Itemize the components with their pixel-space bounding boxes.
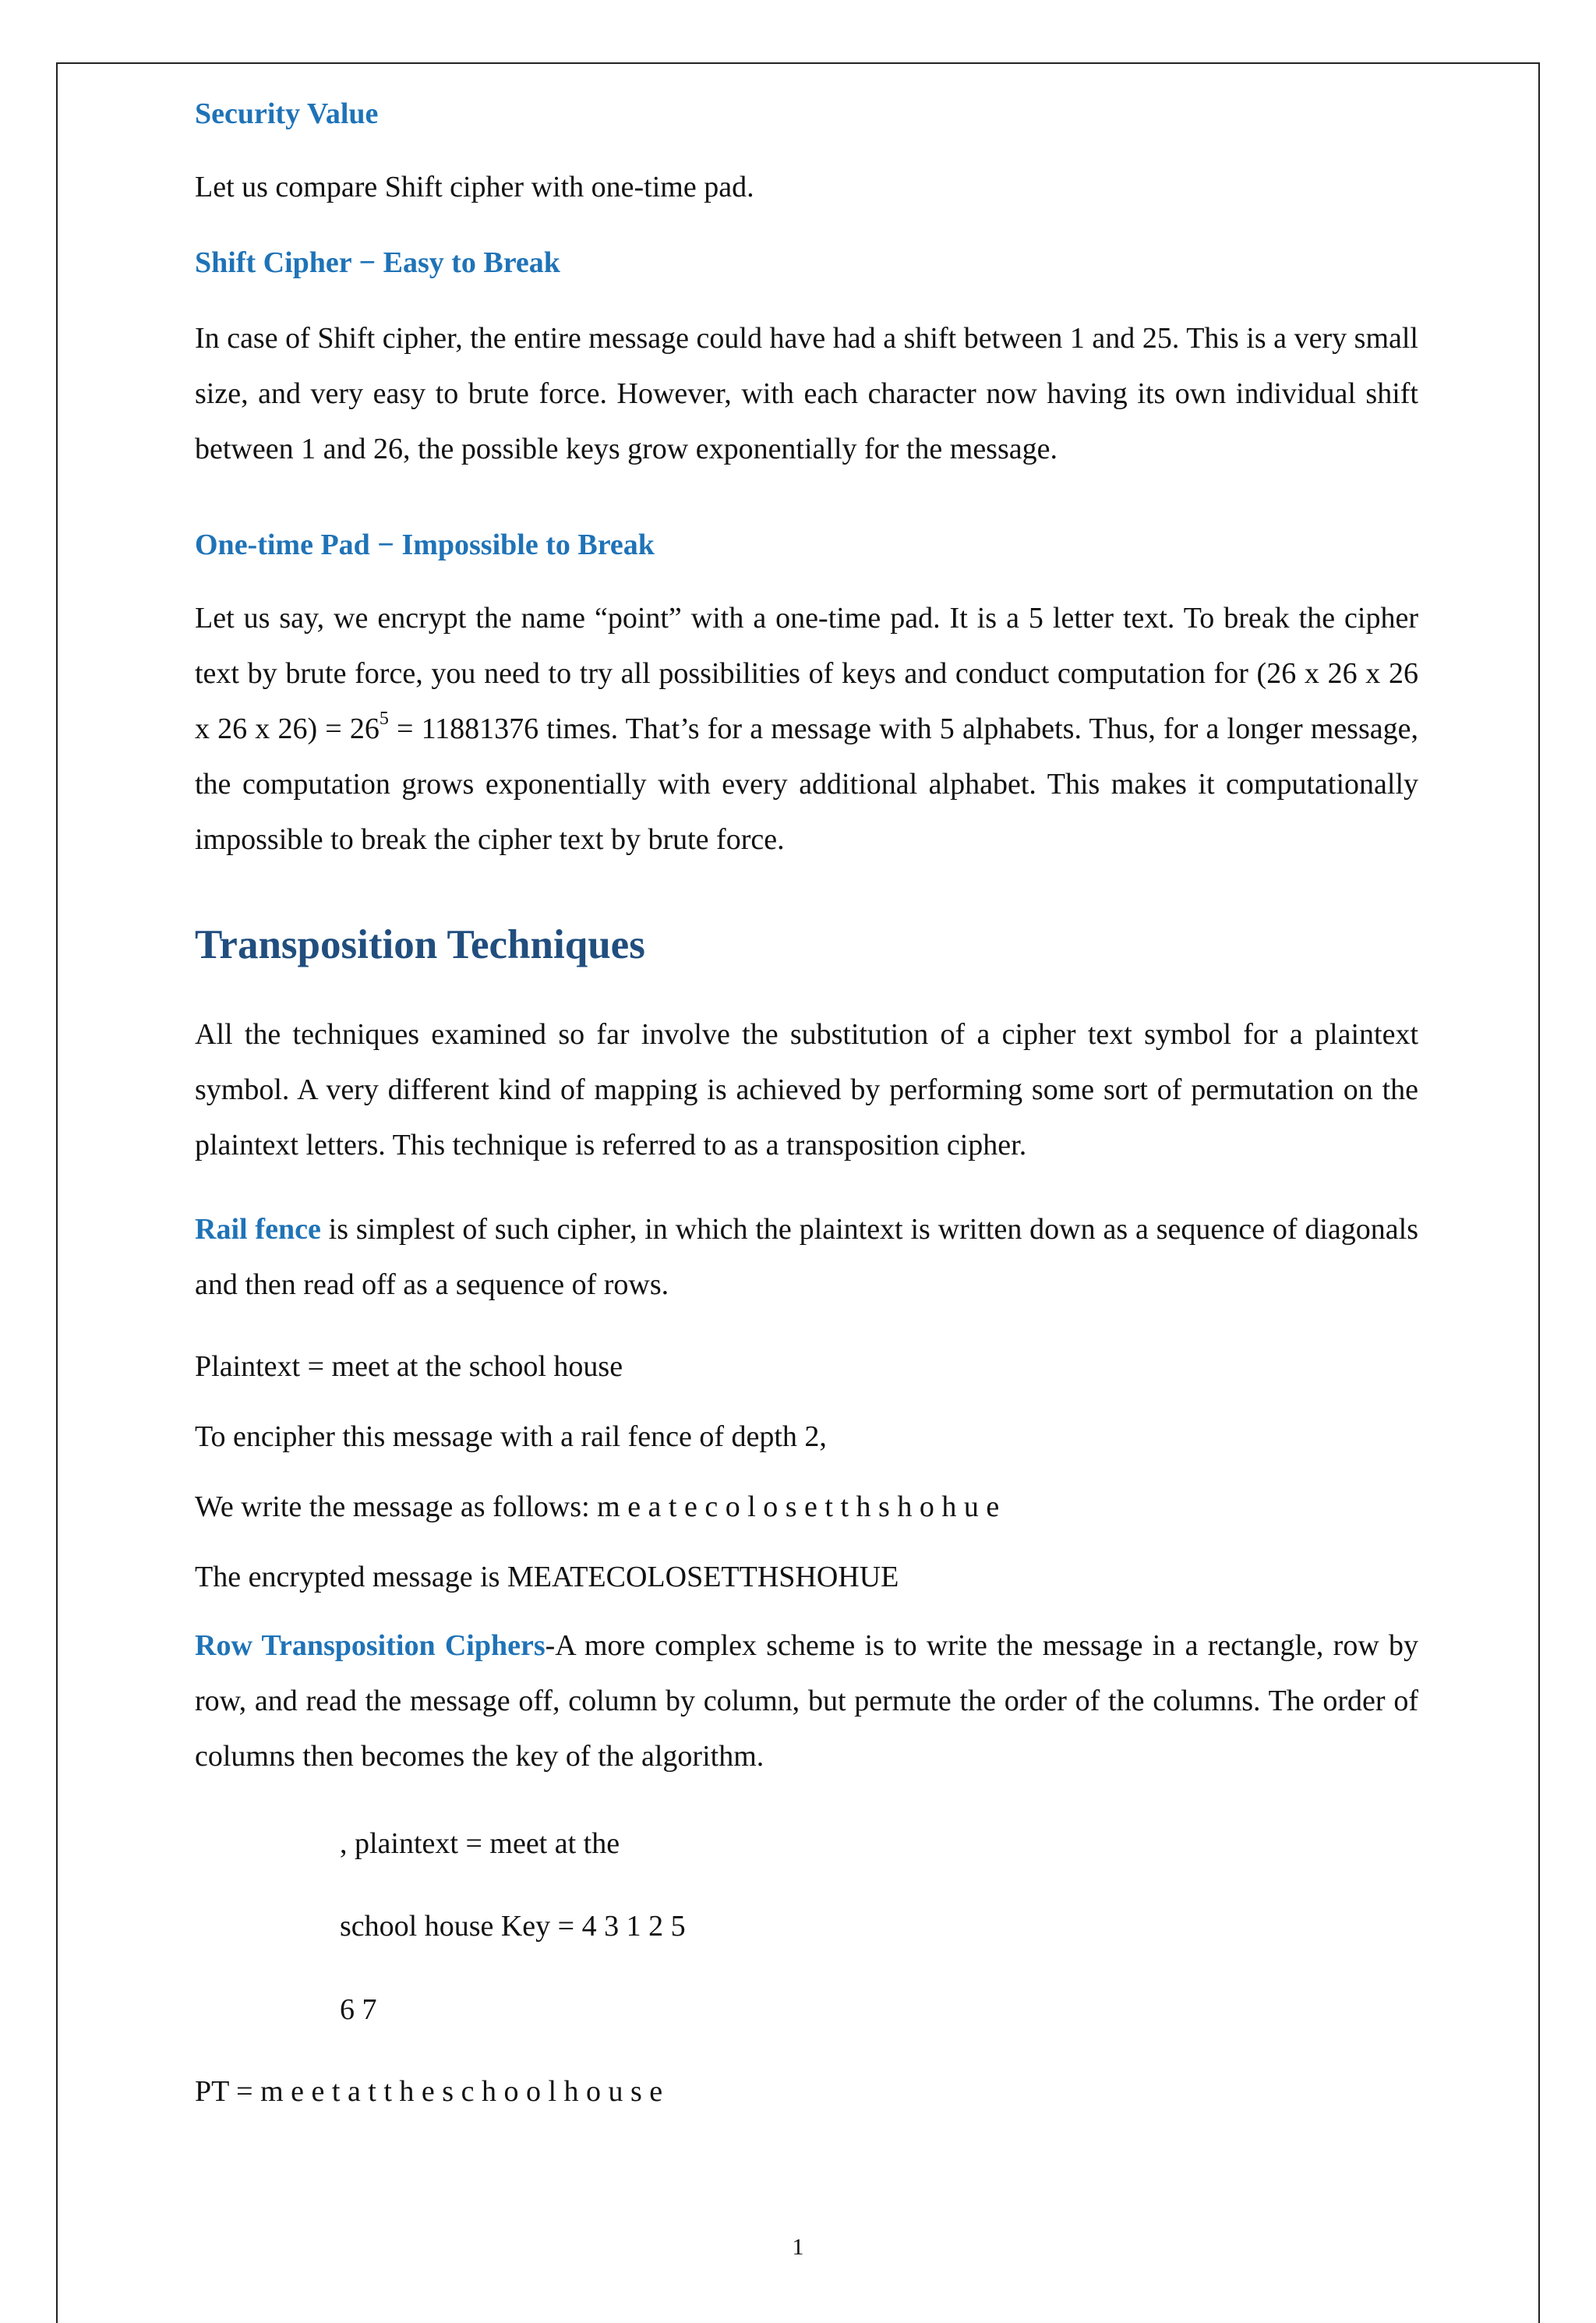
example-line-1: , plaintext = meet at the — [340, 1827, 620, 1860]
row-transposition-description: -A more complex scheme is to write the message in a rectangle, row by row, and read the message off, column by column, but permute the order of the columns. The order of columns then becomes the key of the algorithm. — [195, 1629, 1419, 1773]
exponent: 5 — [379, 709, 389, 729]
shift-cipher-heading: Shift Cipher − Easy to Break — [195, 246, 560, 279]
one-time-pad-heading: One-time Pad − Impossible to Break — [195, 529, 655, 561]
one-time-pad-body-after: = 11881376 times. That’s for a message with 5 alphabets. Thus, for a longer message, the computation grows exponentially with every additional alphabet. This makes it computationally impossible to break the cipher text by brute force. — [195, 712, 1418, 856]
row-transposition-term: Row Transposition Ciphers — [195, 1629, 546, 1662]
encipher-line: To encipher this message with a rail fence of depth 2, — [195, 1420, 827, 1453]
encrypted-line: The encrypted message is MEATECOLOSETTHSHOHUE — [195, 1561, 899, 1593]
pt-line: PT = m e e t a t t h e s c h o o l h o u s e — [195, 2075, 663, 2108]
example-line-3: 6 7 — [340, 1993, 377, 2026]
one-time-pad-body — [195, 591, 1418, 868]
plaintext-line: Plaintext = meet at the school house — [195, 1350, 623, 1383]
transposition-intro: All the techniques examined so far involve the substitution of a cipher text symbol for a plaintext symbol. A very different kind of mapping is achieved by performing some sort of permutation on the plaintext letters. This technique is referred to as a transposition cipher. — [195, 1018, 1418, 1162]
rail-fence-description: is simplest of such cipher, in which the plaintext is written down as a sequence of diagonals and then read off as a sequence of rows. — [195, 1213, 1418, 1301]
write-line: We write the message as follows: m e a t e c o l o s e t t h s h o h u e — [195, 1490, 1000, 1523]
rail-fence-paragraph — [195, 1202, 1418, 1313]
row-transposition-paragraph — [195, 1618, 1418, 1784]
one-time-pad-body-before: Let us say, we encrypt the name “point” with a one-time pad. It is a 5 letter text. To break the cipher text by brute force, you need to try all possibilities of keys and conduct computation for (26 x 26 x 26 x 26 x 26) = 26 — [195, 602, 1418, 745]
security-value-heading: Security Value — [195, 97, 379, 130]
rail-fence-term: Rail fence — [195, 1213, 321, 1246]
security-value-intro: Let us compare Shift cipher with one-time pad. — [195, 171, 754, 203]
transposition-title: Transposition Techniques — [195, 922, 645, 967]
page-number: 1 — [792, 2234, 804, 2260]
example-line-2: school house Key = 4 3 1 2 5 — [340, 1910, 686, 1943]
shift-cipher-body: In case of Shift cipher, the entire message could have had a shift between 1 and 25. This is a very small size, and very easy to brute force. However, with each character now having its own individual shift between 1 and 26, the possible keys grow exponentially for the message. — [195, 322, 1418, 465]
